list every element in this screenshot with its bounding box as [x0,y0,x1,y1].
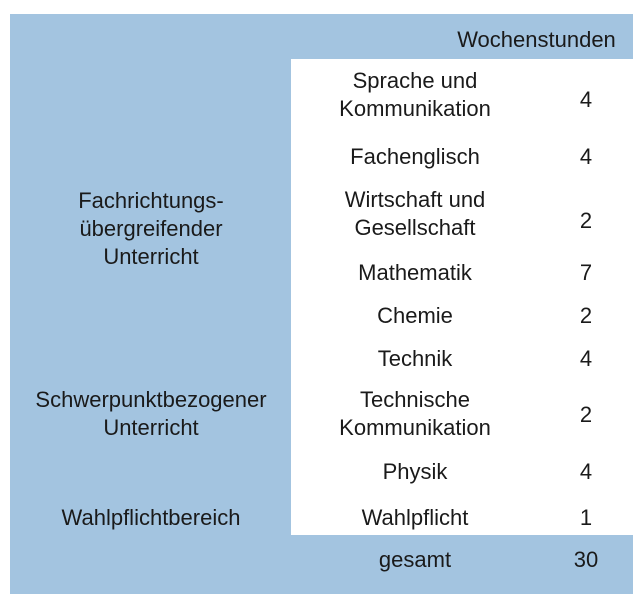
subject-fachenglisch: Fachenglisch [350,144,480,169]
group-wahlpflichtbereich: Wahlpflichtbereich [61,505,241,530]
subject-technik: Technik [377,346,453,371]
subject-physik: Physik [382,459,448,484]
hours-fachenglisch: 4 [579,144,593,169]
subject-mathematik: Mathematik [358,260,472,285]
hours-mathematik: 7 [579,260,593,285]
total-hours: 30 [573,547,599,572]
subject-wirtschaft-gesellschaft: Wirtschaft und Gesellschaft [344,187,486,240]
hours-technik: 4 [579,346,593,371]
hours-technische-kommunikation: 2 [579,402,593,427]
hours-physik: 4 [579,459,593,484]
hours-wahlpflicht: 1 [579,505,593,530]
hours-wirtschaft-gesellschaft: 2 [579,208,593,233]
subject-chemie: Chemie [377,303,453,328]
total-label: gesamt [378,547,452,572]
subject-technische-kommunikation: Technische Kommunikation [339,387,491,440]
group-schwerpunktbezogen: Schwerpunktbezogener Unterricht [35,387,267,440]
subject-sprache-kommunikation: Sprache und Kommunikation [339,68,491,121]
subject-wahlpflicht: Wahlpflicht [361,505,469,530]
hours-sprache-kommunikation: 4 [579,87,593,112]
column-header-wochenstunden: Wochenstunden [457,27,616,52]
hours-chemie: 2 [579,303,593,328]
group-fachrichtungsuebergreifend: Fachrichtungs- übergreifender Unterricht [78,188,224,269]
